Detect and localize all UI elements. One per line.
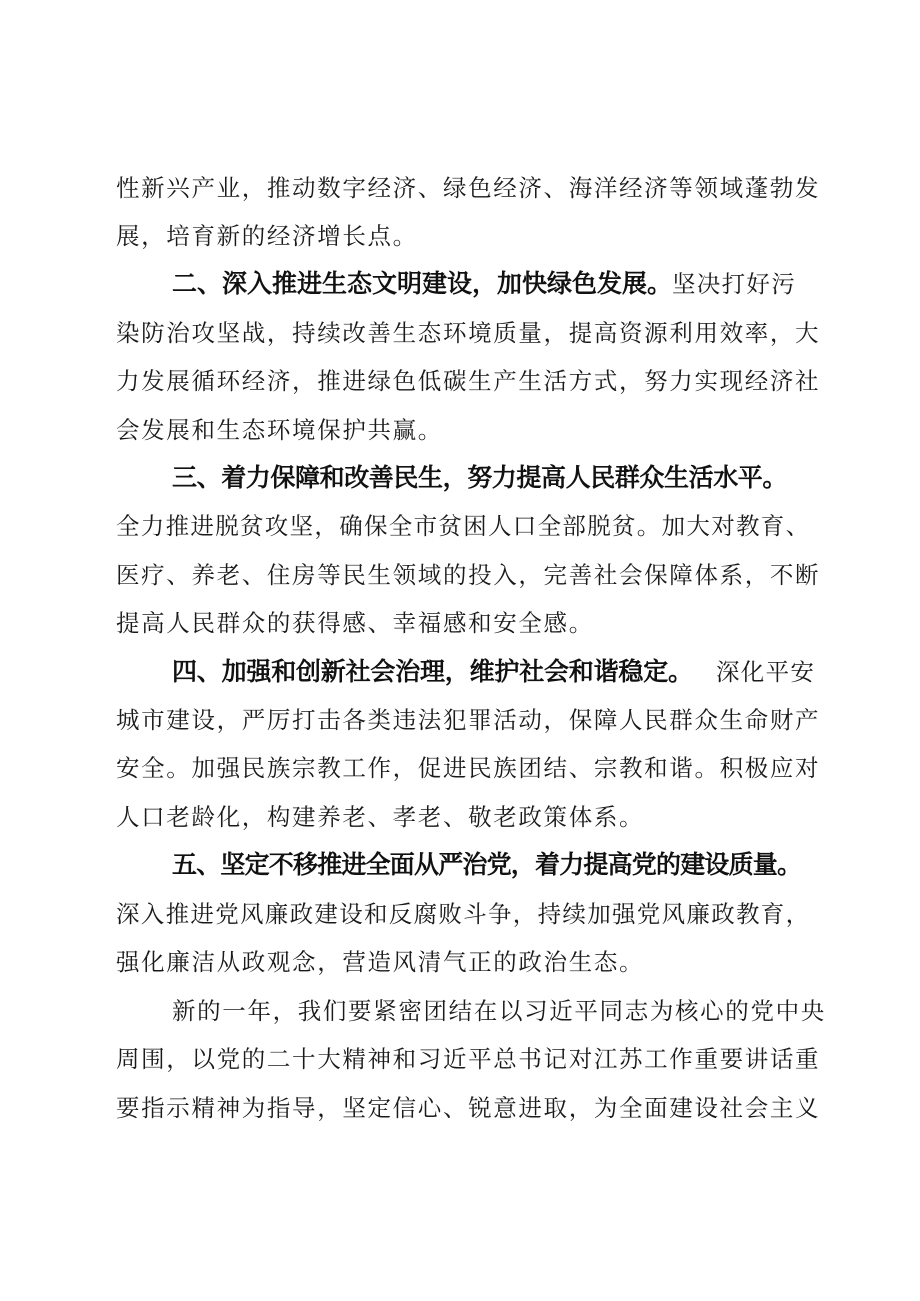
body-line <box>0 361 920 401</box>
body-line <box>0 991 920 1031</box>
body-line <box>0 797 920 837</box>
section-heading-5 <box>0 845 920 885</box>
heading-lead: 二、深入推进生态文明建设，加快绿色发展。 <box>172 269 673 298</box>
line-text: 城市建设，严厉打击各类违法犯罪活动，保障人民群众生命财产 <box>116 706 821 734</box>
line-text: 性新兴产业，推动数字经济、绿色经济、海洋经济等领域蓬勃发 <box>116 174 821 202</box>
line-text: 染防治攻坚战，持续改善生态环境质量，提高资源利用效率，大 <box>116 319 821 347</box>
line-text: 人口老龄化，构建养老、孝老、敬老政策体系。 <box>116 803 645 831</box>
body-line <box>0 410 920 450</box>
line-text: 全力推进脱贫攻坚，确保全市贫困人口全部脱贫。加大对教育、 <box>116 512 811 540</box>
heading-lead: 五、坚定不移推进全面从严治党，着力提高党的建设质量。 <box>172 850 802 879</box>
body-line <box>0 603 920 643</box>
body-line <box>0 894 920 934</box>
section-heading-3 <box>0 458 920 498</box>
body-line <box>0 748 920 788</box>
body-line <box>0 700 920 740</box>
line-text: 安全。加强民族宗教工作，促进民族团结、宗教和谐。积极应对 <box>116 754 821 782</box>
section-heading-4 <box>0 652 920 692</box>
body-line <box>0 942 920 982</box>
body-line <box>0 1088 920 1128</box>
body-line <box>0 216 920 256</box>
body-line <box>0 506 920 546</box>
heading-tail: 坚决打好污 <box>672 270 796 298</box>
line-text: 周围，以党的二十大精神和习近平总书记对江苏工作重要讲话重 <box>116 1045 821 1073</box>
line-text: 展，培育新的经济增长点。 <box>116 222 418 250</box>
heading-tail: 深化平安 <box>716 658 816 686</box>
line-text: 新的一年，我们要紧密团结在以习近平同志为核心的党中央 <box>172 997 826 1025</box>
line-text: 会发展和生态环境保护共赢。 <box>116 416 443 444</box>
body-line <box>0 313 920 353</box>
line-text: 提高人民群众的获得感、幸福感和安全感。 <box>116 609 594 637</box>
line-text: 强化廉洁从政观念，营造风清气正的政治生态。 <box>116 948 645 976</box>
heading-lead: 三、着力保障和改善民生，努力提高人民群众生活水平。 <box>172 463 788 492</box>
line-text: 医疗、养老、住房等民生领域的投入，完善社会保障体系，不断 <box>116 561 821 589</box>
body-line <box>0 555 920 595</box>
line-text: 力发展循环经济，推进绿色低碳生产生活方式，努力实现经济社 <box>116 367 821 395</box>
body-line <box>0 168 920 208</box>
body-line <box>0 1039 920 1079</box>
heading-lead: 四、加强和创新社会治理，维护社会和谐稳定。 <box>172 657 693 686</box>
line-text: 深入推进党风廉政建设和反腐败斗争，持续加强党风廉政教育， <box>116 900 811 928</box>
section-heading-2 <box>0 264 920 304</box>
line-text: 要指示精神为指导，坚定信心、锐意进取，为全面建设社会主义 <box>116 1094 821 1122</box>
